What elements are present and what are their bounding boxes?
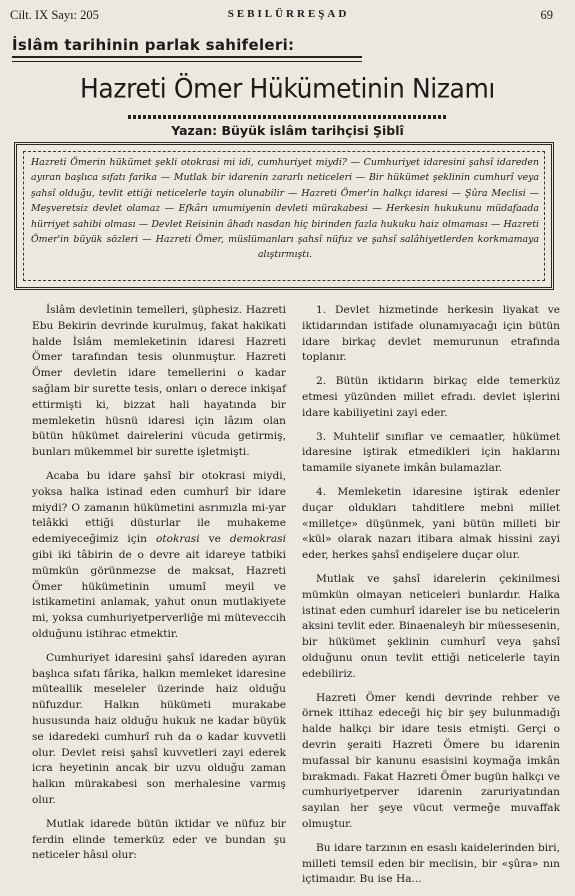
numbered-item: 2. Bütün iktidarın birkaç elde temerküz etmesi yüzünden millet efradı. devlet işlerini idare kabiliyetini zayi eder. (302, 375, 560, 419)
paragraph: Bu idare tarzının en esaslı kaidelerinden biri, milleti temsil eden bir meclisin, bir «şûra» nın içtimaıdır. Bu ise Ha... (302, 841, 560, 886)
summary-text: Hazreti Ömerin hükümet şekli otokrasi mi idi, cumhuriyet miydi? — Cumhuriyet idaresini şahsî idareden ayıran başlıca sıfatı farika — Mutlak bir idarenin zararlı neticeleri — Bir hükümet şeklinin cumhurî veya şahsî olduğu, tevlit ettiği neticelerle tayin olunabilir — Hazreti Ömer'in halkçı idaresi — Şûra Meclisi — Meşveretsiz devlet olamaz — Efkârı umumiyenin devleti mürakabesi — Herkesin hukukunu müdafaada hürriyet sahibi olması — Devlet Reisinin âhadı nasdan hiç birinden fazla hukuku haiz olmaması — Hazreti Ömer'in büyük sözleri — Hazreti Ömer, müslümanları şahsî nüfuz ve şahsî salâhiyetlerden korkmamaya alıştırmıştı. (31, 157, 539, 261)
paragraph: İslâm devletinin temelleri, şüphesiz. Hazreti Ebu Bekirin devrinde kurulmuş, fakat hakikati halde İslâm memleketinin idaresi Hazreti Ömer tarafından tesis olunmuştur. Hazreti Ömer devletin idare temellerini o kadar sağlam bir surette tesis, onları o derece inkişaf ettirmişti ki, bizzat hali hayatında bir memleketin hüsnü idaresi için lâzım olan bütün hükümet dairelerini vücuda getirmiş, bunları mükemmel bir surette işletmişti. (32, 304, 286, 459)
paragraph: Mutlak ve şahsî idarelerin çekinilmesi mümkün olmayan neticeleri bunlardır. Halka istinat eden cumhurî idareler ise bu neticelerin aksini tevlit eder. Binaenaleyh bir müessesenin, bir hükümet şeklinin cumhurî veya şahsî olduğunu onun tevlit ettiği neticelerle tayin edebiliriz. (302, 572, 560, 680)
page-number: 69 (540, 8, 553, 22)
paragraph: Acaba bu idare şahsî bir otokrasi miydi, yoksa halka istinad eden cumhurî bir idare miydi? O zamanın hükümetini asrımızla mi-yar telâkki ettiği düsturlar ile muhakeme edemiyeceğimiz için otokrasi ve demokrasi gibi iki tâbirin de o devre ait idareye tatbiki mümkün görünmezse de maksat, Hazreti Ömer hükümetinin umumî meyil ve istikametini anlamak, yahut onun mutlakiyete mi, yoksa cumhuriyetperverliğe mi müteveccih olduğunu istihrac etmektir. (32, 469, 286, 640)
numbered-item: 3. Muhtelif sınıflar ve cemaatler, hükümet idaresine iştirak etmedikleri için haklarını tamamile siyanete imkân bulamazlar. (302, 430, 560, 475)
numbered-item: 4. Memleketin idaresine iştirak edenler duçar oldukları tahditlere mebni millet «milletçe» düşünmek, yani bütün milleti bir «kül» olarak nazarı itibara almak hissini zayi eder, herkes şahsî endişelere duçar olur. (302, 485, 560, 562)
series-underline (12, 56, 362, 62)
left-column (32, 303, 286, 872)
page-header (10, 8, 567, 26)
volume-issue: Cilt. IX Sayı: 205 (10, 8, 99, 22)
author-byline: Yazan: Büyük islâm tarihçisi Şiblî (171, 123, 404, 138)
title-rule (128, 115, 448, 119)
paragraph: Mutlak idarede bütün iktidar ve nüfuz bir ferdin elinde temerküz eder ve bundan şu neticeler hâsıl olur: (32, 817, 286, 862)
paragraph: Cumhuriyet idaresini şahsî idareden ayıran başlıca sıfatı fârika, halkın memleket idaresine müteallik meseleler üzerinde haiz olduğu nüfuzdur. Halkın hükümeti murakabe hususunda haiz olduğu hukuk ne kadar büyük se idaredeki cumhurî ruh da o kadar kuvvetli olur. Devlet reisi şahsî kuvvetleri zayi ederek icra heyetinin ancak bir uzvu olduğu zaman halkın mürakabesi son merhalesine varmış olur. (32, 651, 286, 806)
series-title: İslâm tarihinin parlak sahifeleri: (12, 36, 295, 54)
right-column (302, 303, 560, 896)
paragraph: Hazreti Ömer kendi devrinde rehber ve örnek ittihaz edeceği hiç bir şey bulunmadığı halde halkçı bir idare tesis etmişti. Gerçi o devrin şeraiti Hazreti Ömere bu idarenin mufassal bir kanunu esasisini koymağa imkân bırakmadı. Fakat Hazreti Ömer bugün halkçı ve cumhuriyetperver idarenin zaruriyatından sayılan her şeye vücut vermeğe muvaffak olmuştur. (302, 691, 560, 830)
journal-name: SEBILÜRREŞAD (227, 8, 350, 20)
article-title: Hazreti Ömer Hükümetinin Nizamı (80, 73, 495, 104)
summary-box (14, 142, 554, 290)
numbered-item: 1. Devlet hizmetinde herkesin liyakat ve iktidarından istifade olunamıyacağı için bütün idare birkaç devlet memurunun etrafında toplanır. (302, 304, 560, 364)
